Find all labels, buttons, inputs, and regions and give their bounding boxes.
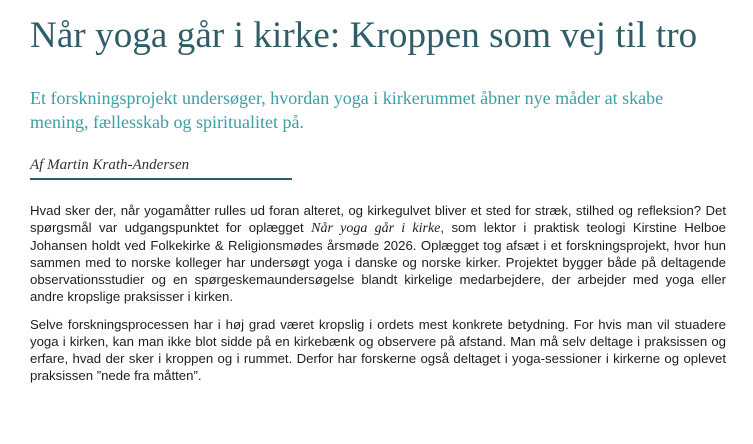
byline-divider <box>30 178 292 180</box>
body-paragraph-2: Selve forskningsprocessen har i høj grad været kropslig i ordets mest konkrete betydning. For hvis man vil stuadere yoga i kirken, kan man ikke blot sidde på en kirkebænk og observere på afstand. Man må selv deltage i praksissen og erfare, hvad der sker i kroppen og i rummet. Derfor har forskerne også deltaget i yoga-sessioner i kirkerne og oplevet praksissen ”nede fra måtten”. <box>30 317 726 383</box>
article-body <box>30 202 726 384</box>
article-title: Når yoga går i kirke: Kroppen som vej til tro <box>30 15 698 56</box>
article <box>30 0 726 395</box>
paragraph-1-text-end: , som lektor i praktisk teologi Kirstine Helboe Johansen holdt ved Folkekirke & Religionsmødes årsmøde 2026. Oplægget tog afsæt i et forskningsprojekt, hvor hun sammen med to norske kolleger har undersøgt yoga i danske og norske kirker. Projektet bygger både på deltagende observationsstudier og en spørgeskemaundersøgelse blandt kirkelige medarbejdere, der arbejder med yoga eller andre kropslige praksisser i kirken. <box>30 220 726 304</box>
talk-title-emphasis: Når yoga går i kirke <box>311 221 441 236</box>
paragraph-1-text-start: Hvad sker der, når yogamåtter rulles ud foran alteret, og kirkegulvet bliver et sted for stræk, stilhed og refleksion? Det spørgsmål var udgangspunktet for oplægget <box>30 203 726 235</box>
article-byline: Af Martin Krath-Andersen <box>30 157 190 173</box>
body-paragraph-1 <box>30 202 726 305</box>
article-subtitle: Et forskningsprojekt undersøger, hvordan yoga i kirkerummet åbner nye måder at skabe mening, fællesskab og spiritualitet på. <box>30 88 664 132</box>
